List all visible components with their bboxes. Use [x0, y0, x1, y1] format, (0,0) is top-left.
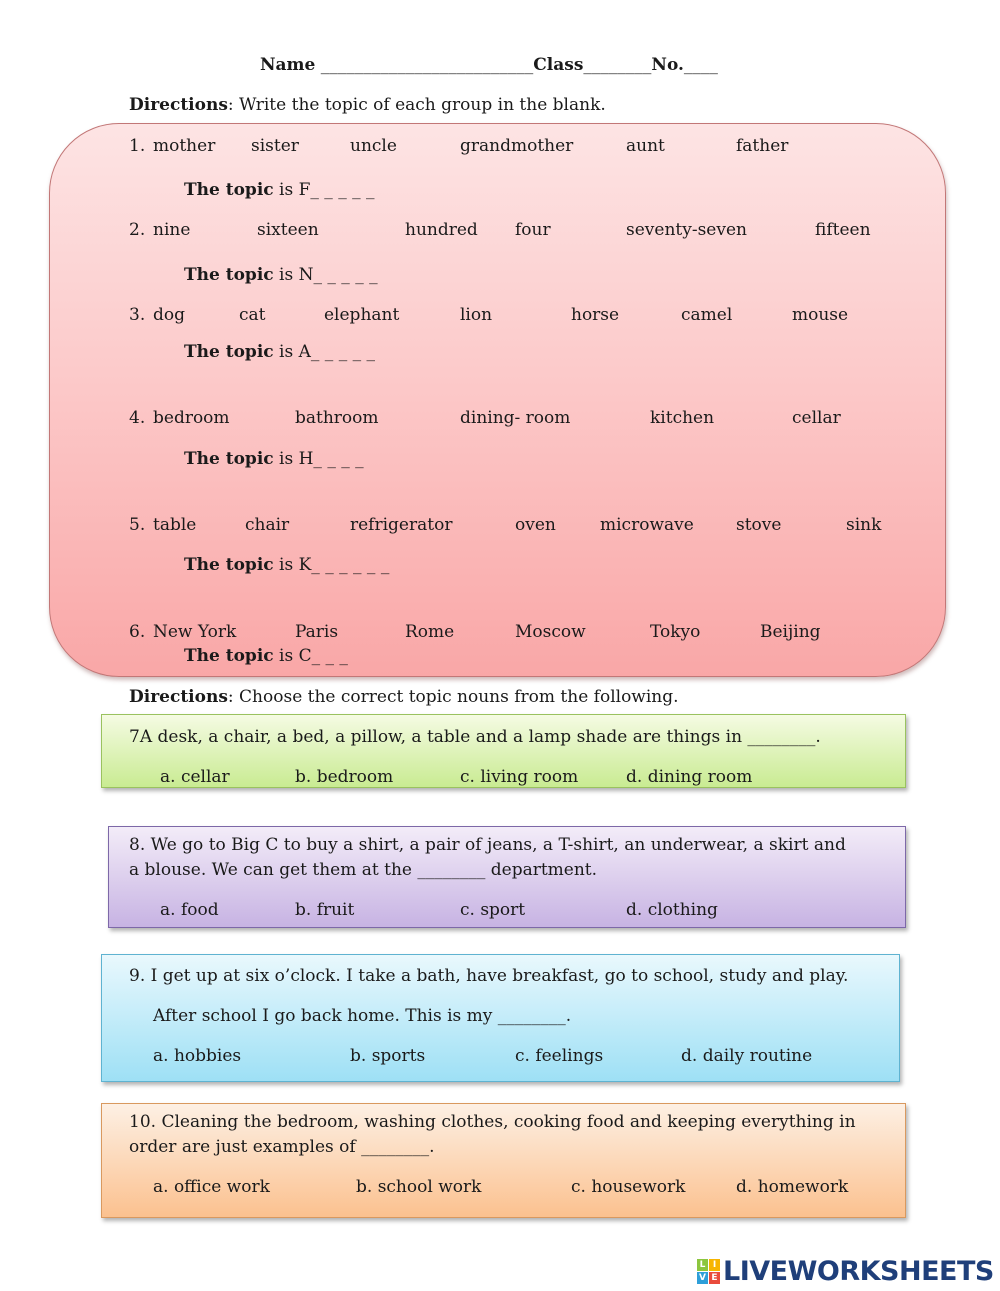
option[interactable]: b. fruit — [295, 900, 355, 920]
liveworksheets-logo — [697, 1256, 994, 1287]
directions-label: Directions — [129, 95, 228, 115]
word: oven — [515, 515, 556, 535]
word: horse — [571, 305, 620, 325]
topic-groups-box — [49, 123, 946, 677]
word: bathroom — [295, 408, 379, 428]
option[interactable]: c. feelings — [515, 1046, 604, 1066]
word: microwave — [600, 515, 694, 535]
directions-2 — [129, 687, 679, 707]
question-8-text-line-2: a blouse. We can get them at the ________ department. — [129, 860, 598, 880]
option[interactable]: c. sport — [460, 900, 526, 920]
topic-label: The topic — [184, 646, 274, 666]
question-10-text-line-1: 10. Cleaning the bedroom, washing clothes, cooking food and keeping everything in — [129, 1112, 856, 1132]
topic-is: is — [273, 646, 299, 666]
directions-text: : Write the topic of each group in the blank. — [227, 95, 606, 115]
group-4-number: 4. — [129, 408, 146, 428]
live-tiles-icon — [697, 1259, 720, 1284]
name-blank[interactable]: _________________________ — [320, 55, 534, 75]
topic-label: The topic — [184, 342, 274, 362]
option[interactable]: b. school work — [356, 1177, 482, 1197]
topic-answer-blank[interactable]: F_ _ _ _ _ — [298, 180, 375, 200]
number-label: No. — [651, 55, 684, 75]
group-3-number: 3. — [129, 305, 146, 325]
option[interactable]: a. office work — [153, 1177, 270, 1197]
word: sister — [251, 136, 299, 156]
topic-line-3 — [184, 342, 375, 362]
word: cat — [239, 305, 266, 325]
word: four — [515, 220, 551, 240]
word: uncle — [350, 136, 397, 156]
directions-1 — [129, 95, 606, 115]
question-10-text-line-2: order are just examples of ________. — [129, 1137, 435, 1157]
word: sixteen — [257, 220, 319, 240]
word: nine — [153, 220, 191, 240]
group-6-number: 6. — [129, 622, 146, 642]
question-9-text-line-2: After school I go back home. This is my ________. — [153, 1006, 572, 1026]
word: New York — [153, 622, 237, 642]
topic-answer-blank[interactable]: K_ _ _ _ _ _ — [298, 555, 390, 575]
tile-e: E — [709, 1272, 720, 1284]
word: camel — [681, 305, 733, 325]
student-info-header — [260, 55, 718, 75]
topic-label: The topic — [184, 449, 274, 469]
word: Paris — [295, 622, 339, 642]
directions-label: Directions — [129, 687, 228, 707]
directions-text: : Choose the correct topic nouns from the following. — [227, 687, 679, 707]
word: dog — [153, 305, 185, 325]
class-blank[interactable]: ________ — [583, 55, 652, 75]
option[interactable]: b. sports — [350, 1046, 426, 1066]
tile-v: V — [697, 1272, 708, 1284]
option[interactable]: a. food — [160, 900, 219, 920]
option[interactable]: a. cellar — [160, 767, 230, 787]
question-7-text: 7A desk, a chair, a bed, a pillow, a table and a lamp shade are things in ________. — [129, 727, 821, 747]
topic-answer-blank[interactable]: H_ _ _ _ — [298, 449, 364, 469]
group-1-number: 1. — [129, 136, 146, 156]
topic-line-6 — [184, 646, 348, 666]
word: mother — [153, 136, 216, 156]
word: father — [736, 136, 789, 156]
word: Beijing — [760, 622, 821, 642]
group-5-number: 5. — [129, 515, 146, 535]
question-9-text-line-1: 9. I get up at six o’clock. I take a bath, have breakfast, go to school, study and play. — [129, 966, 849, 986]
word: lion — [460, 305, 493, 325]
word: Tokyo — [650, 622, 701, 642]
word: table — [153, 515, 197, 535]
topic-line-4 — [184, 449, 364, 469]
name-label: Name — [260, 55, 316, 75]
topic-label: The topic — [184, 180, 274, 200]
word: hundred — [405, 220, 478, 240]
word: refrigerator — [350, 515, 453, 535]
option[interactable]: a. hobbies — [153, 1046, 242, 1066]
word: chair — [245, 515, 290, 535]
logo-text: LIVEWORKSHEETS — [723, 1256, 994, 1287]
topic-answer-blank[interactable]: C_ _ _ — [298, 646, 348, 666]
tile-l: L — [697, 1259, 708, 1271]
option[interactable]: d. daily routine — [681, 1046, 813, 1066]
option[interactable]: b. bedroom — [295, 767, 394, 787]
word: mouse — [792, 305, 849, 325]
topic-line-2 — [184, 265, 378, 285]
word: Moscow — [515, 622, 586, 642]
topic-is: is — [273, 265, 299, 285]
topic-is: is — [273, 449, 299, 469]
number-blank[interactable]: ____ — [683, 55, 718, 75]
word: Rome — [405, 622, 455, 642]
word: dining- room — [460, 408, 571, 428]
topic-is: is — [273, 180, 299, 200]
topic-is: is — [273, 342, 299, 362]
topic-label: The topic — [184, 555, 274, 575]
option[interactable]: c. housework — [571, 1177, 686, 1197]
option[interactable]: d. homework — [736, 1177, 849, 1197]
word: bedroom — [153, 408, 230, 428]
tile-i: I — [709, 1259, 720, 1271]
topic-line-5 — [184, 555, 389, 575]
word: fifteen — [815, 220, 871, 240]
word: stove — [736, 515, 782, 535]
option[interactable]: c. living room — [460, 767, 579, 787]
option[interactable]: d. clothing — [626, 900, 718, 920]
word: elephant — [324, 305, 400, 325]
group-2-number: 2. — [129, 220, 146, 240]
topic-answer-blank[interactable]: A_ _ _ _ _ — [298, 342, 376, 362]
word: grandmother — [460, 136, 574, 156]
option[interactable]: d. dining room — [626, 767, 753, 787]
word: seventy-seven — [626, 220, 747, 240]
topic-label: The topic — [184, 265, 274, 285]
word: cellar — [792, 408, 841, 428]
class-label: Class — [533, 55, 584, 75]
word: sink — [846, 515, 882, 535]
word: aunt — [626, 136, 665, 156]
question-8-text-line-1: 8. We go to Big C to buy a shirt, a pair of jeans, a T-shirt, an underwear, a skirt and — [129, 835, 846, 855]
topic-line-1 — [184, 180, 375, 200]
topic-answer-blank[interactable]: N_ _ _ _ _ — [298, 265, 378, 285]
word: kitchen — [650, 408, 715, 428]
topic-is: is — [273, 555, 299, 575]
